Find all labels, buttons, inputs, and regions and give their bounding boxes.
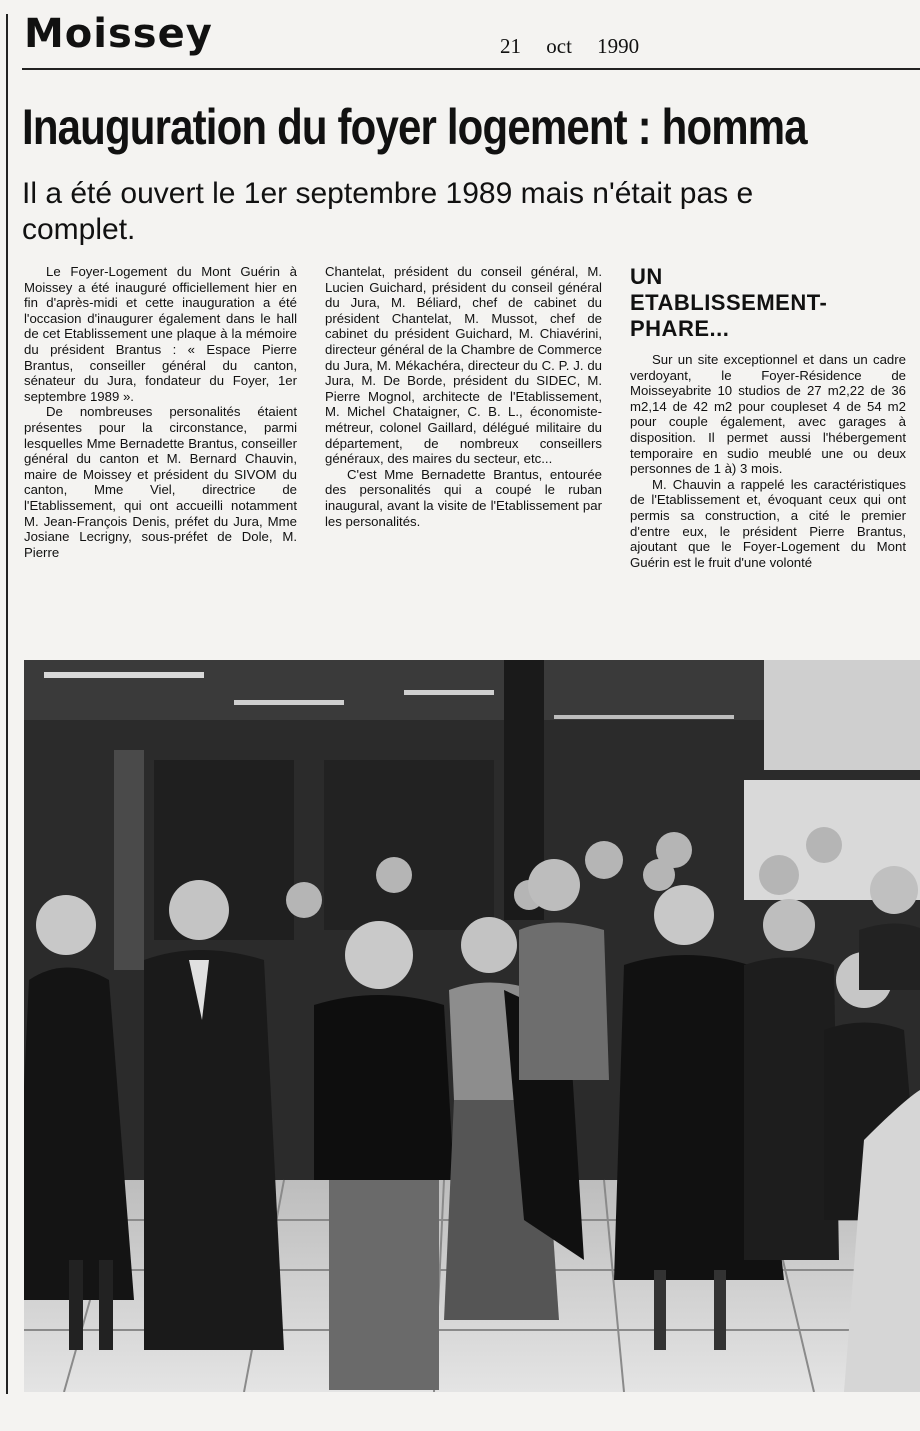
section-heading-line-1: UN [630,264,663,289]
publication-date: 21 oct 1990 [500,34,640,58]
subheadline [22,176,920,248]
paragraph: Sur un site exceptionnel et dans un cadre verdoyant, le Foyer-Résidence de Moisseyabrite 10 studios de 27 m2,22 de 36 m2,14 de 42 m2 pour coupleset 4 de 54 m2 pour couple également, avec garages à disposition. Il permet aussi l'hébergement temporaire en sudio meublé une ou deux personnes de 1 à) 3 mois. [630,352,906,477]
paragraph: Chantelat, président du conseil général, M. Lucien Guichard, président du conseil général du Jura, M. Béliard, chef de cabinet du président Chantelat, M. Mussot, chef de cabinet du président Guichard, M. Chiavérini, directeur général de la Chambre de Commerce du Jura, M. Mékachéra, directeur du C. P. J. du Jura, M. De Borde, président du SIDEC, M. Pierre Mognol, architecte de l'Etablissement, M. Michel Chataigner, C. B. L., économiste-métreur, colonel Gaillard, délégué militaire du département, de nombreux conseillers généraux, des maires du secteur, etc... [325,264,602,467]
paragraph: Le Foyer-Logement du Mont Guérin à Moissey a été inauguré officiellement hier en fin d'après-midi et cette inauguration a été l'occasion d'inaugurer également dans le hall de cet Etablissement une plaque à la mémoire du président Brantus : « Espace Pierre Brantus, conseiller général du canton, sénateur du Jura, fondateur du Foyer, 1er septembre 1989 ». [24,264,297,404]
paragraph: M. Chauvin a rappelé les caractéristiques de l'Etablissement et, évoquant ceux qui ont permis sa construction, a cité le premier d'entre eux, le président Pierre Brantus, ajoutant que le Foyer-Logement du Mont Guérin est le fruit d'une volonté [630,476,906,570]
masthead-rule [22,68,920,70]
article-column-3 [630,264,906,570]
masthead: Moissey [24,11,213,57]
subheadline-line-1: Il a été ouvert le 1er septembre 1989 mais n'était pas e [22,177,754,210]
left-margin-rule [6,14,8,1394]
subheadline-line-2: complet. [22,213,136,246]
paragraph: De nombreuses personalités étaient présentes pour la circonstance, parmi lesquelles Mme Bernadette Brantus, conseiller général du canton et M. Bernard Chauvin, maire de Moissey et président du SIVOM du canton, Mme Viel, directrice de l'Etablissement, qui ont accueilli notamment M. Jean-François Denis, préfet du Jura, Mme Josiane Lecrigny, sous-préfet de Dole, M. Pierre [24,404,297,560]
article-column-2 [325,264,602,529]
paragraph: C'est Mme Bernadette Brantus, entourée des personalités qui a coupé le ruban inaugural, avant la visite de l'Etablissement par les personalités. [325,466,602,529]
headline: Inauguration du foyer logement : homma [22,99,807,155]
section-heading [630,264,906,342]
news-photo-illustration [24,660,920,1392]
article-column-1 [24,264,297,560]
section-heading-line-2: ETABLISSEMENT- [630,290,828,315]
section-heading-line-3: PHARE... [630,316,730,341]
news-photo [24,660,920,1392]
